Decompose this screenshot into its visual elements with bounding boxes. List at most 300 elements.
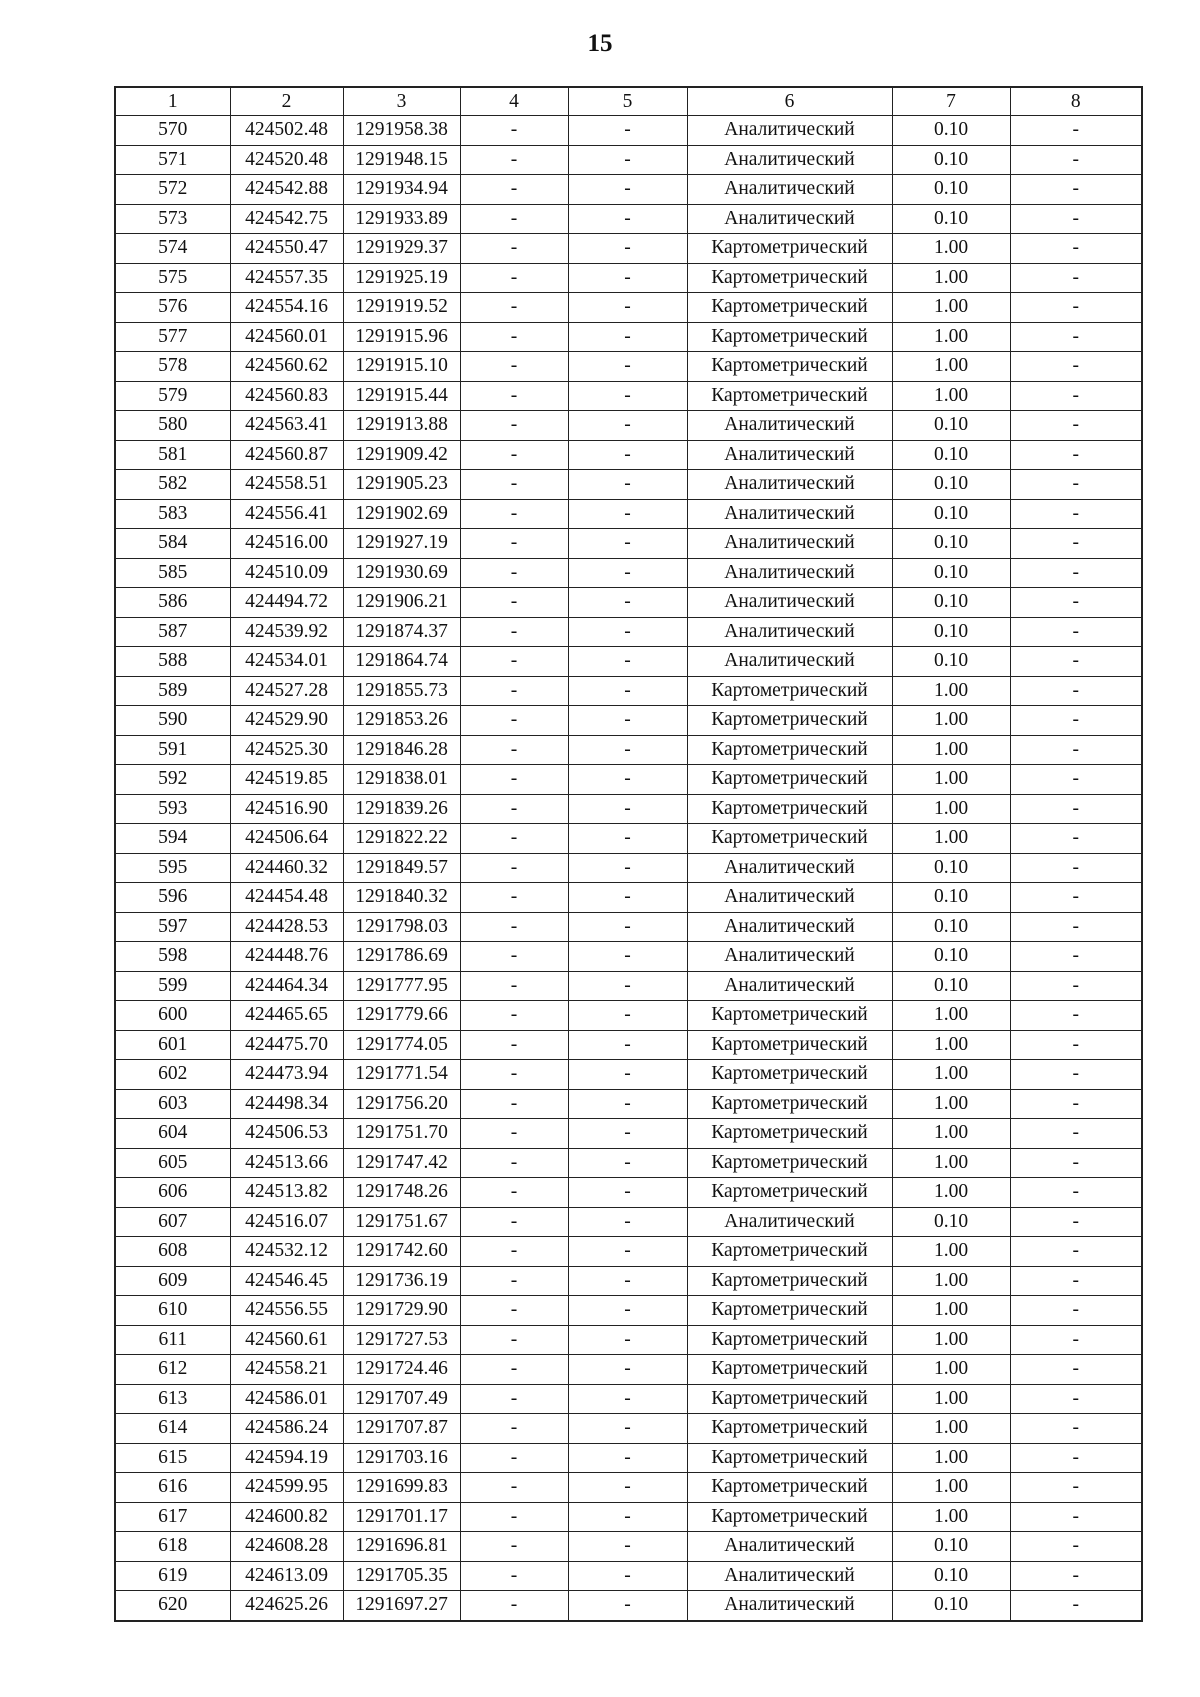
col8-cell: - (1010, 499, 1142, 529)
point-number-cell: 595 (115, 853, 230, 883)
method-cell: Картометрический (687, 706, 892, 736)
col4-cell: - (460, 1030, 568, 1060)
x-coordinate-cell: 424557.35 (230, 263, 343, 293)
point-number-cell: 590 (115, 706, 230, 736)
col8-cell: - (1010, 1443, 1142, 1473)
point-number-cell: 582 (115, 470, 230, 500)
col4-cell: - (460, 1355, 568, 1385)
col8-cell: - (1010, 912, 1142, 942)
x-coordinate-cell: 424502.48 (230, 116, 343, 146)
y-coordinate-cell: 1291699.83 (343, 1473, 460, 1503)
y-coordinate-cell: 1291729.90 (343, 1296, 460, 1326)
method-cell: Картометрический (687, 1502, 892, 1532)
method-cell: Аналитический (687, 204, 892, 234)
col5-cell: - (568, 116, 687, 146)
method-cell: Картометрический (687, 1089, 892, 1119)
accuracy-cell: 1.00 (892, 1060, 1010, 1090)
col8-cell: - (1010, 1266, 1142, 1296)
col8-cell: - (1010, 794, 1142, 824)
col5-cell: - (568, 1473, 687, 1503)
point-number-cell: 609 (115, 1266, 230, 1296)
col4-cell: - (460, 411, 568, 441)
y-coordinate-cell: 1291703.16 (343, 1443, 460, 1473)
accuracy-cell: 1.00 (892, 263, 1010, 293)
col4-cell: - (460, 1502, 568, 1532)
y-coordinate-cell: 1291855.73 (343, 676, 460, 706)
col8-cell: - (1010, 1030, 1142, 1060)
col5-cell: - (568, 1384, 687, 1414)
x-coordinate-cell: 424600.82 (230, 1502, 343, 1532)
table-row (115, 145, 1142, 175)
col4-cell: - (460, 971, 568, 1001)
table-row (115, 1296, 1142, 1326)
method-cell: Картометрический (687, 322, 892, 352)
accuracy-cell: 1.00 (892, 1266, 1010, 1296)
method-cell: Аналитический (687, 853, 892, 883)
accuracy-cell: 0.10 (892, 942, 1010, 972)
y-coordinate-cell: 1291958.38 (343, 116, 460, 146)
col4-cell: - (460, 1591, 568, 1621)
col4-cell: - (460, 1414, 568, 1444)
col8-cell: - (1010, 971, 1142, 1001)
point-number-cell: 578 (115, 352, 230, 382)
col5-cell: - (568, 1119, 687, 1149)
method-cell: Аналитический (687, 145, 892, 175)
table-row (115, 116, 1142, 146)
col8-cell: - (1010, 381, 1142, 411)
y-coordinate-cell: 1291736.19 (343, 1266, 460, 1296)
col5-cell: - (568, 1443, 687, 1473)
y-coordinate-cell: 1291840.32 (343, 883, 460, 913)
point-number-cell: 592 (115, 765, 230, 795)
col4-cell: - (460, 1060, 568, 1090)
col8-cell: - (1010, 470, 1142, 500)
x-coordinate-cell: 424542.88 (230, 175, 343, 205)
x-coordinate-cell: 424558.51 (230, 470, 343, 500)
point-number-cell: 593 (115, 794, 230, 824)
col4-cell: - (460, 234, 568, 264)
table-row (115, 1443, 1142, 1473)
table-row (115, 794, 1142, 824)
y-coordinate-cell: 1291751.67 (343, 1207, 460, 1237)
col5-cell: - (568, 706, 687, 736)
x-coordinate-cell: 424465.65 (230, 1001, 343, 1031)
x-coordinate-cell: 424554.16 (230, 293, 343, 323)
table-body (115, 116, 1142, 1621)
x-coordinate-cell: 424546.45 (230, 1266, 343, 1296)
x-coordinate-cell: 424516.00 (230, 529, 343, 559)
x-coordinate-cell: 424519.85 (230, 765, 343, 795)
col5-cell: - (568, 352, 687, 382)
col5-cell: - (568, 470, 687, 500)
x-coordinate-cell: 424560.62 (230, 352, 343, 382)
col5-cell: - (568, 942, 687, 972)
point-number-cell: 583 (115, 499, 230, 529)
col5-cell: - (568, 175, 687, 205)
point-number-cell: 573 (115, 204, 230, 234)
y-coordinate-cell: 1291779.66 (343, 1001, 460, 1031)
col8-cell: - (1010, 145, 1142, 175)
table-row (115, 499, 1142, 529)
point-number-cell: 599 (115, 971, 230, 1001)
y-coordinate-cell: 1291742.60 (343, 1237, 460, 1267)
col8-cell: - (1010, 1473, 1142, 1503)
accuracy-cell: 0.10 (892, 440, 1010, 470)
y-coordinate-cell: 1291915.44 (343, 381, 460, 411)
column-header: 5 (568, 87, 687, 116)
col4-cell: - (460, 824, 568, 854)
point-number-cell: 603 (115, 1089, 230, 1119)
col5-cell: - (568, 1532, 687, 1562)
table-row (115, 1591, 1142, 1621)
point-number-cell: 613 (115, 1384, 230, 1414)
method-cell: Картометрический (687, 1237, 892, 1267)
x-coordinate-cell: 424494.72 (230, 588, 343, 618)
col8-cell: - (1010, 204, 1142, 234)
point-number-cell: 575 (115, 263, 230, 293)
point-number-cell: 606 (115, 1178, 230, 1208)
x-coordinate-cell: 424558.21 (230, 1355, 343, 1385)
table-row (115, 322, 1142, 352)
accuracy-cell: 1.00 (892, 352, 1010, 382)
col5-cell: - (568, 1207, 687, 1237)
col5-cell: - (568, 1148, 687, 1178)
col5-cell: - (568, 1591, 687, 1621)
col8-cell: - (1010, 883, 1142, 913)
x-coordinate-cell: 424556.55 (230, 1296, 343, 1326)
table-row (115, 1207, 1142, 1237)
col4-cell: - (460, 529, 568, 559)
col8-cell: - (1010, 824, 1142, 854)
col5-cell: - (568, 499, 687, 529)
col5-cell: - (568, 234, 687, 264)
col8-cell: - (1010, 942, 1142, 972)
method-cell: Аналитический (687, 1207, 892, 1237)
col5-cell: - (568, 617, 687, 647)
method-cell: Картометрический (687, 794, 892, 824)
method-cell: Картометрический (687, 1414, 892, 1444)
point-number-cell: 610 (115, 1296, 230, 1326)
table-row (115, 1060, 1142, 1090)
y-coordinate-cell: 1291774.05 (343, 1030, 460, 1060)
y-coordinate-cell: 1291839.26 (343, 794, 460, 824)
col4-cell: - (460, 912, 568, 942)
method-cell: Картометрический (687, 824, 892, 854)
coordinates-table (114, 86, 1143, 1622)
table-row (115, 293, 1142, 323)
point-number-cell: 608 (115, 1237, 230, 1267)
table-row (115, 470, 1142, 500)
col5-cell: - (568, 1502, 687, 1532)
col4-cell: - (460, 1532, 568, 1562)
point-number-cell: 587 (115, 617, 230, 647)
col8-cell: - (1010, 765, 1142, 795)
col5-cell: - (568, 1178, 687, 1208)
col5-cell: - (568, 912, 687, 942)
x-coordinate-cell: 424542.75 (230, 204, 343, 234)
table-row (115, 263, 1142, 293)
x-coordinate-cell: 424534.01 (230, 647, 343, 677)
point-number-cell: 616 (115, 1473, 230, 1503)
accuracy-cell: 0.10 (892, 1532, 1010, 1562)
accuracy-cell: 0.10 (892, 1207, 1010, 1237)
table-row (115, 942, 1142, 972)
method-cell: Аналитический (687, 942, 892, 972)
table-row (115, 853, 1142, 883)
method-cell: Картометрический (687, 1001, 892, 1031)
point-number-cell: 612 (115, 1355, 230, 1385)
col4-cell: - (460, 588, 568, 618)
y-coordinate-cell: 1291913.88 (343, 411, 460, 441)
table-row (115, 912, 1142, 942)
col8-cell: - (1010, 617, 1142, 647)
point-number-cell: 570 (115, 116, 230, 146)
point-number-cell: 594 (115, 824, 230, 854)
accuracy-cell: 0.10 (892, 883, 1010, 913)
table-row (115, 558, 1142, 588)
y-coordinate-cell: 1291705.35 (343, 1561, 460, 1591)
method-cell: Картометрический (687, 1119, 892, 1149)
y-coordinate-cell: 1291933.89 (343, 204, 460, 234)
col4-cell: - (460, 942, 568, 972)
col4-cell: - (460, 1384, 568, 1414)
y-coordinate-cell: 1291902.69 (343, 499, 460, 529)
col5-cell: - (568, 1237, 687, 1267)
col5-cell: - (568, 204, 687, 234)
accuracy-cell: 0.10 (892, 116, 1010, 146)
table-row (115, 971, 1142, 1001)
point-number-cell: 589 (115, 676, 230, 706)
y-coordinate-cell: 1291771.54 (343, 1060, 460, 1090)
col5-cell: - (568, 588, 687, 618)
y-coordinate-cell: 1291822.22 (343, 824, 460, 854)
page-number: 15 (587, 30, 613, 57)
col8-cell: - (1010, 588, 1142, 618)
y-coordinate-cell: 1291905.23 (343, 470, 460, 500)
accuracy-cell: 0.10 (892, 647, 1010, 677)
method-cell: Аналитический (687, 971, 892, 1001)
table-row (115, 706, 1142, 736)
accuracy-cell: 1.00 (892, 1325, 1010, 1355)
method-cell: Картометрический (687, 1296, 892, 1326)
accuracy-cell: 1.00 (892, 824, 1010, 854)
table-row (115, 1119, 1142, 1149)
col8-cell: - (1010, 322, 1142, 352)
col8-cell: - (1010, 1237, 1142, 1267)
method-cell: Картометрический (687, 1148, 892, 1178)
point-number-cell: 617 (115, 1502, 230, 1532)
y-coordinate-cell: 1291777.95 (343, 971, 460, 1001)
point-number-cell: 598 (115, 942, 230, 972)
accuracy-cell: 0.10 (892, 1561, 1010, 1591)
method-cell: Аналитический (687, 440, 892, 470)
col5-cell: - (568, 735, 687, 765)
accuracy-cell: 1.00 (892, 1237, 1010, 1267)
accuracy-cell: 1.00 (892, 1443, 1010, 1473)
col5-cell: - (568, 1561, 687, 1591)
x-coordinate-cell: 424460.32 (230, 853, 343, 883)
col4-cell: - (460, 617, 568, 647)
method-cell: Картометрический (687, 1473, 892, 1503)
x-coordinate-cell: 424520.48 (230, 145, 343, 175)
point-number-cell: 619 (115, 1561, 230, 1591)
point-number-cell: 618 (115, 1532, 230, 1562)
col5-cell: - (568, 1414, 687, 1444)
x-coordinate-cell: 424498.34 (230, 1089, 343, 1119)
point-number-cell: 591 (115, 735, 230, 765)
y-coordinate-cell: 1291930.69 (343, 558, 460, 588)
y-coordinate-cell: 1291838.01 (343, 765, 460, 795)
y-coordinate-cell: 1291915.96 (343, 322, 460, 352)
col8-cell: - (1010, 735, 1142, 765)
point-number-cell: 588 (115, 647, 230, 677)
method-cell: Картометрический (687, 1325, 892, 1355)
col4-cell: - (460, 706, 568, 736)
accuracy-cell: 1.00 (892, 1178, 1010, 1208)
col5-cell: - (568, 1001, 687, 1031)
y-coordinate-cell: 1291724.46 (343, 1355, 460, 1385)
point-number-cell: 620 (115, 1591, 230, 1621)
accuracy-cell: 0.10 (892, 617, 1010, 647)
x-coordinate-cell: 424506.53 (230, 1119, 343, 1149)
col5-cell: - (568, 558, 687, 588)
column-header: 1 (115, 87, 230, 116)
col4-cell: - (460, 499, 568, 529)
table-row (115, 1414, 1142, 1444)
col4-cell: - (460, 1296, 568, 1326)
col4-cell: - (460, 735, 568, 765)
col5-cell: - (568, 529, 687, 559)
table-row (115, 234, 1142, 264)
table-row (115, 1237, 1142, 1267)
accuracy-cell: 1.00 (892, 1473, 1010, 1503)
y-coordinate-cell: 1291701.17 (343, 1502, 460, 1532)
method-cell: Картометрический (687, 1443, 892, 1473)
col4-cell: - (460, 175, 568, 205)
table-row (115, 1473, 1142, 1503)
col5-cell: - (568, 1296, 687, 1326)
accuracy-cell: 0.10 (892, 499, 1010, 529)
method-cell: Картометрический (687, 1266, 892, 1296)
y-coordinate-cell: 1291748.26 (343, 1178, 460, 1208)
col4-cell: - (460, 204, 568, 234)
method-cell: Аналитический (687, 558, 892, 588)
accuracy-cell: 1.00 (892, 1089, 1010, 1119)
col8-cell: - (1010, 706, 1142, 736)
col5-cell: - (568, 411, 687, 441)
col4-cell: - (460, 1266, 568, 1296)
y-coordinate-cell: 1291747.42 (343, 1148, 460, 1178)
y-coordinate-cell: 1291846.28 (343, 735, 460, 765)
x-coordinate-cell: 424563.41 (230, 411, 343, 441)
method-cell: Картометрический (687, 381, 892, 411)
col5-cell: - (568, 440, 687, 470)
x-coordinate-cell: 424539.92 (230, 617, 343, 647)
table-row (115, 381, 1142, 411)
table-row (115, 1561, 1142, 1591)
point-number-cell: 607 (115, 1207, 230, 1237)
col4-cell: - (460, 293, 568, 323)
method-cell: Аналитический (687, 1561, 892, 1591)
col8-cell: - (1010, 1502, 1142, 1532)
col8-cell: - (1010, 293, 1142, 323)
x-coordinate-cell: 424527.28 (230, 676, 343, 706)
table-row (115, 883, 1142, 913)
table-row (115, 411, 1142, 441)
accuracy-cell: 1.00 (892, 293, 1010, 323)
col8-cell: - (1010, 1355, 1142, 1385)
accuracy-cell: 1.00 (892, 735, 1010, 765)
table-row (115, 1325, 1142, 1355)
y-coordinate-cell: 1291906.21 (343, 588, 460, 618)
table-row (115, 1532, 1142, 1562)
accuracy-cell: 1.00 (892, 1384, 1010, 1414)
x-coordinate-cell: 424608.28 (230, 1532, 343, 1562)
col4-cell: - (460, 381, 568, 411)
point-number-cell: 597 (115, 912, 230, 942)
col4-cell: - (460, 1207, 568, 1237)
accuracy-cell: 1.00 (892, 1414, 1010, 1444)
col4-cell: - (460, 1561, 568, 1591)
x-coordinate-cell: 424448.76 (230, 942, 343, 972)
table-row (115, 1355, 1142, 1385)
col4-cell: - (460, 853, 568, 883)
col8-cell: - (1010, 1414, 1142, 1444)
y-coordinate-cell: 1291909.42 (343, 440, 460, 470)
point-number-cell: 585 (115, 558, 230, 588)
method-cell: Картометрический (687, 1178, 892, 1208)
method-cell: Картометрический (687, 263, 892, 293)
col4-cell: - (460, 765, 568, 795)
x-coordinate-cell: 424475.70 (230, 1030, 343, 1060)
point-number-cell: 581 (115, 440, 230, 470)
point-number-cell: 600 (115, 1001, 230, 1031)
point-number-cell: 605 (115, 1148, 230, 1178)
point-number-cell: 601 (115, 1030, 230, 1060)
accuracy-cell: 1.00 (892, 676, 1010, 706)
col4-cell: - (460, 647, 568, 677)
method-cell: Картометрический (687, 1030, 892, 1060)
col8-cell: - (1010, 676, 1142, 706)
accuracy-cell: 1.00 (892, 1148, 1010, 1178)
col8-cell: - (1010, 1148, 1142, 1178)
y-coordinate-cell: 1291919.52 (343, 293, 460, 323)
col5-cell: - (568, 765, 687, 795)
x-coordinate-cell: 424556.41 (230, 499, 343, 529)
accuracy-cell: 1.00 (892, 1119, 1010, 1149)
y-coordinate-cell: 1291929.37 (343, 234, 460, 264)
col4-cell: - (460, 1178, 568, 1208)
table-row (115, 1148, 1142, 1178)
table-row (115, 1001, 1142, 1031)
accuracy-cell: 0.10 (892, 853, 1010, 883)
x-coordinate-cell: 424613.09 (230, 1561, 343, 1591)
x-coordinate-cell: 424625.26 (230, 1591, 343, 1621)
method-cell: Аналитический (687, 470, 892, 500)
x-coordinate-cell: 424473.94 (230, 1060, 343, 1090)
method-cell: Аналитический (687, 1591, 892, 1621)
point-number-cell: 579 (115, 381, 230, 411)
x-coordinate-cell: 424599.95 (230, 1473, 343, 1503)
col8-cell: - (1010, 1532, 1142, 1562)
method-cell: Аналитический (687, 411, 892, 441)
col4-cell: - (460, 676, 568, 706)
method-cell: Картометрический (687, 735, 892, 765)
point-number-cell: 580 (115, 411, 230, 441)
point-number-cell: 584 (115, 529, 230, 559)
x-coordinate-cell: 424516.90 (230, 794, 343, 824)
table-row (115, 1502, 1142, 1532)
